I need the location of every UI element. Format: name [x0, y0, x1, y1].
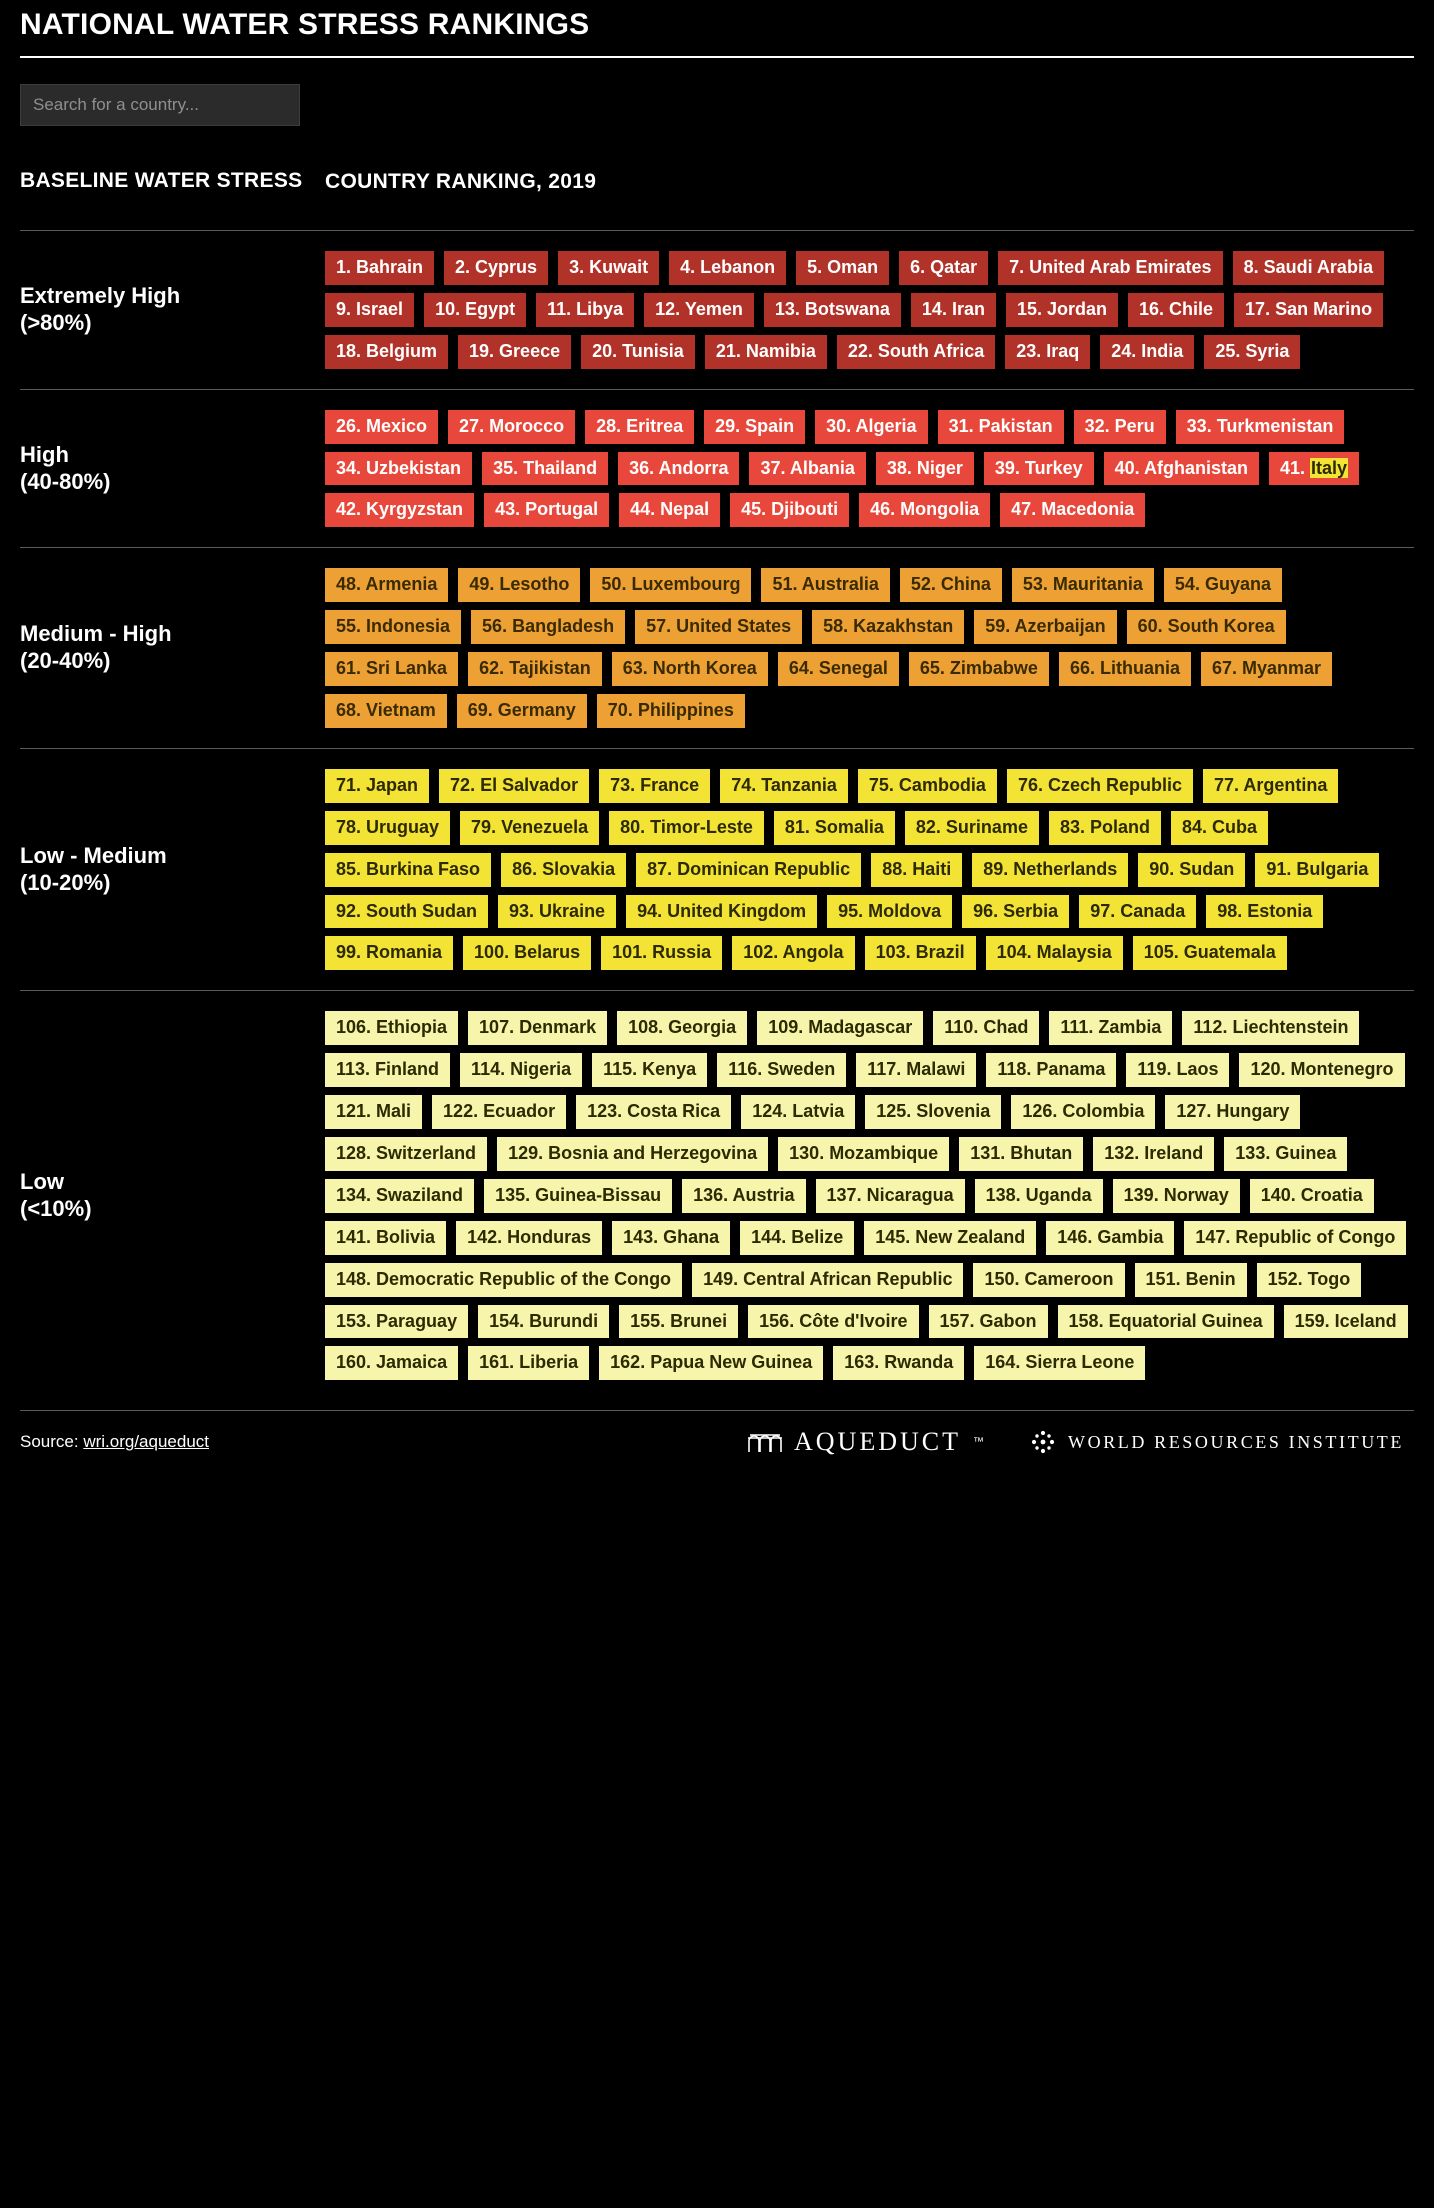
country-chip[interactable] [1269, 452, 1359, 486]
source-link[interactable]: wri.org/aqueduct [83, 1432, 209, 1452]
group-label-cell [20, 1169, 325, 1223]
country-chip[interactable]: 128. Switzerland [325, 1137, 487, 1171]
aqueduct-wordmark: AQUEDUCT [794, 1427, 961, 1457]
country-chip[interactable]: 87. Dominican Republic [636, 853, 861, 887]
ranking-group [20, 389, 1414, 548]
country-chip[interactable]: 92. South Sudan [325, 895, 488, 929]
column-headers [20, 168, 1414, 230]
stress-level-range: (>80%) [20, 309, 92, 335]
country-chip[interactable]: 22. South Africa [837, 335, 995, 369]
ranking-group [20, 748, 1414, 990]
country-chip[interactable]: 96. Serbia [962, 895, 1069, 929]
stress-level-range: (20-40%) [20, 648, 111, 674]
stress-level-label [20, 442, 305, 496]
aqueduct-arches-icon [748, 1431, 782, 1453]
stress-level-name: Extremely High [20, 283, 181, 308]
country-chip[interactable]: 89. Netherlands [972, 853, 1128, 887]
country-chip[interactable]: 29. Spain [704, 410, 805, 444]
country-chip[interactable]: 126. Colombia [1011, 1095, 1155, 1129]
country-chip[interactable]: 13. Botswana [764, 293, 901, 327]
country-chip[interactable]: 138. Uganda [975, 1179, 1103, 1213]
country-chip[interactable]: 116. Sweden [717, 1053, 846, 1087]
country-chip[interactable]: 63. North Korea [612, 652, 768, 686]
country-rank-number: 41. [1279, 457, 1310, 478]
country-chip[interactable]: 108. Georgia [617, 1011, 747, 1045]
country-chip[interactable]: 95. Moldova [827, 895, 952, 929]
country-chip[interactable]: 42. Kyrgyzstan [325, 493, 474, 527]
country-chip[interactable]: 86. Slovakia [501, 853, 626, 887]
country-chip[interactable]: 24. India [1100, 335, 1194, 369]
country-chip[interactable]: 83. Poland [1049, 811, 1161, 845]
country-chip-list [325, 251, 1414, 369]
country-chip[interactable]: 55. Indonesia [325, 610, 461, 644]
country-chip[interactable]: 43. Portugal [484, 493, 609, 527]
country-chip[interactable]: 68. Vietnam [325, 694, 447, 728]
country-chip[interactable]: 58. Kazakhstan [812, 610, 964, 644]
wri-mark-icon [1030, 1429, 1056, 1455]
country-chip[interactable]: 11. Libya [536, 293, 634, 327]
group-chips-cell [325, 769, 1414, 970]
country-chip[interactable]: 97. Canada [1079, 895, 1196, 929]
country-chip[interactable]: 79. Venezuela [460, 811, 599, 845]
country-chip[interactable]: 57. United States [635, 610, 802, 644]
country-chip[interactable]: 93. Ukraine [498, 895, 616, 929]
country-chip[interactable]: 129. Bosnia and Herzegovina [497, 1137, 768, 1171]
country-chip[interactable]: 109. Madagascar [757, 1011, 923, 1045]
country-chip[interactable]: 61. Sri Lanka [325, 652, 458, 686]
country-chip[interactable]: 85. Burkina Faso [325, 853, 491, 887]
country-chip[interactable]: 142. Honduras [456, 1221, 602, 1255]
country-chip[interactable]: 156. Côte d'Ivoire [748, 1305, 918, 1339]
group-chips-cell [325, 1011, 1414, 1380]
country-chip[interactable]: 136. Austria [682, 1179, 805, 1213]
stress-level-range: (10-20%) [20, 869, 111, 895]
country-chip[interactable]: 47. Macedonia [1000, 493, 1145, 527]
stress-level-label [20, 283, 305, 337]
country-chip[interactable]: 131. Bhutan [959, 1137, 1083, 1171]
country-chip[interactable]: 62. Tajikistan [468, 652, 602, 686]
ranking-group [20, 547, 1414, 748]
country-chip[interactable]: 94. United Kingdom [626, 895, 817, 929]
country-chip[interactable]: 37. Albania [749, 452, 865, 486]
group-label-cell [20, 621, 325, 675]
country-chip[interactable]: 32. Peru [1074, 410, 1166, 444]
country-chip[interactable]: 73. France [599, 769, 710, 803]
footer [20, 1410, 1414, 1475]
country-chip[interactable]: 25. Syria [1204, 335, 1300, 369]
country-chip[interactable]: 84. Cuba [1171, 811, 1268, 845]
country-chip[interactable]: 23. Iraq [1005, 335, 1090, 369]
country-chip[interactable]: 45. Djibouti [730, 493, 849, 527]
country-chip[interactable]: 16. Chile [1128, 293, 1224, 327]
country-chip[interactable]: 54. Guyana [1164, 568, 1282, 602]
country-name-highlighted: Italy [1311, 457, 1348, 478]
country-chip[interactable]: 123. Costa Rica [576, 1095, 731, 1129]
country-chip[interactable]: 162. Papua New Guinea [599, 1346, 823, 1380]
country-chip[interactable]: 14. Iran [911, 293, 996, 327]
country-chip[interactable]: 104. Malaysia [986, 936, 1123, 970]
country-chip[interactable]: 140. Croatia [1250, 1179, 1374, 1213]
stress-level-label [20, 843, 305, 897]
country-chip[interactable]: 31. Pakistan [938, 410, 1064, 444]
group-label-cell [20, 283, 325, 337]
left-column-header [20, 168, 325, 194]
stress-level-label [20, 621, 305, 675]
stress-level-range: (40-80%) [20, 468, 111, 494]
country-chip-list [325, 410, 1414, 528]
title-divider [20, 56, 1414, 58]
country-chip[interactable]: 53. Mauritania [1012, 568, 1154, 602]
country-chip[interactable]: 149. Central African Republic [692, 1263, 963, 1297]
ranking-group [20, 990, 1414, 1400]
country-chip[interactable]: 106. Ethiopia [325, 1011, 458, 1045]
country-chip[interactable]: 39. Turkey [984, 452, 1094, 486]
country-chip[interactable]: 27. Morocco [448, 410, 575, 444]
country-chip[interactable]: 65. Zimbabwe [909, 652, 1049, 686]
country-chip[interactable]: 150. Cameroon [973, 1263, 1124, 1297]
country-chip[interactable]: 50. Luxembourg [590, 568, 751, 602]
country-chip-list [325, 568, 1414, 728]
country-chip[interactable]: 9. Israel [325, 293, 414, 327]
country-chip[interactable]: 18. Belgium [325, 335, 448, 369]
country-chip[interactable]: 121. Mali [325, 1095, 422, 1129]
country-chip[interactable]: 137. Nicaragua [816, 1179, 965, 1213]
country-chip[interactable]: 56. Bangladesh [471, 610, 625, 644]
country-chip[interactable]: 114. Nigeria [460, 1053, 582, 1087]
country-chip[interactable]: 80. Timor-Leste [609, 811, 764, 845]
country-chip[interactable]: 155. Brunei [619, 1305, 738, 1339]
stress-level-label [20, 1169, 305, 1223]
stress-level-name: High [20, 441, 69, 467]
country-chip[interactable]: 6. Qatar [899, 251, 988, 285]
country-chip[interactable]: 1. Bahrain [325, 251, 434, 285]
country-chip[interactable]: 17. San Marino [1234, 293, 1383, 327]
country-chip[interactable]: 5. Oman [796, 251, 889, 285]
group-label-cell [20, 843, 325, 897]
country-chip[interactable]: 124. Latvia [741, 1095, 855, 1129]
country-chip[interactable]: 77. Argentina [1203, 769, 1338, 803]
country-chip[interactable]: 38. Niger [876, 452, 974, 486]
country-chip[interactable]: 46. Mongolia [859, 493, 990, 527]
country-chip[interactable]: 147. Republic of Congo [1184, 1221, 1406, 1255]
country-chip[interactable]: 82. Suriname [905, 811, 1039, 845]
country-chip[interactable]: 143. Ghana [612, 1221, 730, 1255]
country-chip[interactable]: 60. South Korea [1127, 610, 1286, 644]
country-chip[interactable]: 21. Namibia [705, 335, 827, 369]
stress-level-range: (<10%) [20, 1195, 92, 1221]
country-chip[interactable]: 78. Uruguay [325, 811, 450, 845]
ranking-groups [20, 230, 1414, 1400]
country-chip[interactable]: 75. Cambodia [858, 769, 997, 803]
country-chip[interactable]: 133. Guinea [1224, 1137, 1347, 1171]
country-chip[interactable]: 90. Sudan [1138, 853, 1245, 887]
country-chip[interactable]: 74. Tanzania [720, 769, 848, 803]
country-chip[interactable]: 144. Belize [740, 1221, 854, 1255]
country-chip[interactable]: 52. China [900, 568, 1002, 602]
country-chip[interactable]: 152. Togo [1257, 1263, 1362, 1297]
country-chip[interactable]: 119. Laos [1126, 1053, 1229, 1087]
country-chip[interactable]: 26. Mexico [325, 410, 438, 444]
country-chip[interactable]: 30. Algeria [815, 410, 927, 444]
country-chip[interactable]: 158. Equatorial Guinea [1058, 1305, 1274, 1339]
country-chip[interactable]: 34. Uzbekistan [325, 452, 472, 486]
group-chips-cell [325, 251, 1414, 369]
country-chip-list [325, 769, 1414, 970]
group-chips-cell [325, 568, 1414, 728]
country-chip[interactable]: 146. Gambia [1046, 1221, 1174, 1255]
country-chip[interactable]: 49. Lesotho [458, 568, 580, 602]
country-chip[interactable]: 103. Brazil [865, 936, 976, 970]
group-label-cell [20, 442, 325, 496]
country-chip[interactable]: 100. Belarus [463, 936, 591, 970]
country-chip[interactable]: 33. Turkmenistan [1176, 410, 1345, 444]
country-chip[interactable]: 122. Ecuador [432, 1095, 566, 1129]
country-chip[interactable]: 69. Germany [457, 694, 587, 728]
country-chip[interactable]: 64. Senegal [778, 652, 899, 686]
country-chip[interactable]: 141. Bolivia [325, 1221, 446, 1255]
country-chip[interactable]: 3. Kuwait [558, 251, 659, 285]
baseline-water-stress-label: BASELINE WATER STRESS [20, 169, 303, 192]
country-chip[interactable]: 112. Liechtenstein [1182, 1011, 1359, 1045]
country-chip[interactable]: 127. Hungary [1165, 1095, 1300, 1129]
country-chip[interactable]: 145. New Zealand [864, 1221, 1036, 1255]
country-chip[interactable]: 59. Azerbaijan [974, 610, 1116, 644]
country-chip[interactable]: 159. Iceland [1284, 1305, 1408, 1339]
country-chip[interactable]: 148. Democratic Republic of the Congo [325, 1263, 682, 1297]
country-chip[interactable]: 134. Swaziland [325, 1179, 474, 1213]
country-chip[interactable]: 115. Kenya [592, 1053, 707, 1087]
country-chip[interactable]: 4. Lebanon [669, 251, 786, 285]
country-chip[interactable]: 132. Ireland [1093, 1137, 1214, 1171]
country-chip[interactable]: 7. United Arab Emirates [998, 251, 1222, 285]
page-title: NATIONAL WATER STRESS RANKINGS [20, 8, 590, 41]
country-chip[interactable]: 111. Zambia [1049, 1011, 1172, 1045]
country-chip[interactable]: 105. Guatemala [1133, 936, 1287, 970]
country-chip[interactable]: 15. Jordan [1006, 293, 1118, 327]
country-chip[interactable]: 12. Yemen [644, 293, 754, 327]
country-chip[interactable]: 2. Cyprus [444, 251, 548, 285]
country-chip[interactable]: 139. Norway [1113, 1179, 1240, 1213]
country-chip[interactable]: 40. Afghanistan [1104, 452, 1259, 486]
country-chip[interactable]: 120. Montenegro [1239, 1053, 1404, 1087]
country-chip[interactable]: 71. Japan [325, 769, 429, 803]
country-chip[interactable]: 67. Myanmar [1201, 652, 1332, 686]
country-chip[interactable]: 35. Thailand [482, 452, 608, 486]
country-chip[interactable]: 102. Angola [732, 936, 854, 970]
country-chip[interactable]: 8. Saudi Arabia [1233, 251, 1384, 285]
country-chip[interactable]: 160. Jamaica [325, 1346, 458, 1380]
country-chip[interactable]: 48. Armenia [325, 568, 448, 602]
country-chip-list [325, 1011, 1414, 1380]
search-container [20, 84, 1414, 126]
country-chip[interactable]: 10. Egypt [424, 293, 526, 327]
country-chip[interactable]: 163. Rwanda [833, 1346, 964, 1380]
source-text [20, 1432, 209, 1452]
country-ranking-label: COUNTRY RANKING, 2019 [325, 170, 597, 193]
country-chip[interactable]: 66. Lithuania [1059, 652, 1191, 686]
country-chip[interactable]: 164. Sierra Leone [974, 1346, 1145, 1380]
country-chip[interactable]: 151. Benin [1135, 1263, 1247, 1297]
country-chip[interactable]: 51. Australia [761, 568, 889, 602]
country-chip[interactable]: 118. Panama [986, 1053, 1116, 1087]
stress-level-name: Low - Medium [20, 842, 167, 868]
country-chip[interactable]: 130. Mozambique [778, 1137, 949, 1171]
search-input[interactable] [20, 84, 300, 126]
country-chip[interactable]: 113. Finland [325, 1053, 450, 1087]
source-prefix: Source: [20, 1432, 84, 1452]
country-chip[interactable]: 91. Bulgaria [1255, 853, 1379, 887]
logo-group [748, 1427, 1414, 1457]
country-chip[interactable]: 72. El Salvador [439, 769, 589, 803]
stress-level-name: Medium - High [20, 621, 172, 647]
country-chip[interactable]: 153. Paraguay [325, 1305, 468, 1339]
country-chip[interactable]: 154. Burundi [478, 1305, 609, 1339]
trademark-mark: ™ [973, 1436, 984, 1449]
country-chip[interactable]: 70. Philippines [597, 694, 745, 728]
country-chip[interactable]: 98. Estonia [1206, 895, 1323, 929]
country-chip[interactable]: 19. Greece [458, 335, 571, 369]
country-chip[interactable]: 135. Guinea-Bissau [484, 1179, 672, 1213]
country-chip[interactable]: 44. Nepal [619, 493, 720, 527]
ranking-group [20, 230, 1414, 389]
country-chip[interactable]: 157. Gabon [929, 1305, 1048, 1339]
country-chip[interactable]: 110. Chad [933, 1011, 1039, 1045]
country-chip[interactable]: 125. Slovenia [865, 1095, 1001, 1129]
right-column-header [325, 168, 1414, 194]
country-chip[interactable]: 20. Tunisia [581, 335, 695, 369]
country-chip[interactable]: 117. Malawi [856, 1053, 976, 1087]
country-chip[interactable]: 99. Romania [325, 936, 453, 970]
wri-wordmark: WORLD RESOURCES INSTITUTE [1068, 1431, 1404, 1452]
country-chip[interactable]: 107. Denmark [468, 1011, 607, 1045]
country-chip[interactable]: 88. Haiti [871, 853, 962, 887]
country-chip[interactable]: 36. Andorra [618, 452, 739, 486]
country-chip[interactable]: 76. Czech Republic [1007, 769, 1193, 803]
group-chips-cell [325, 410, 1414, 528]
stress-level-name: Low [20, 1169, 64, 1195]
wri-logo [1030, 1429, 1404, 1455]
country-chip[interactable]: 101. Russia [601, 936, 722, 970]
aqueduct-logo [748, 1427, 984, 1457]
country-chip[interactable]: 81. Somalia [774, 811, 895, 845]
country-chip[interactable]: 28. Eritrea [585, 410, 694, 444]
country-chip[interactable]: 161. Liberia [468, 1346, 589, 1380]
